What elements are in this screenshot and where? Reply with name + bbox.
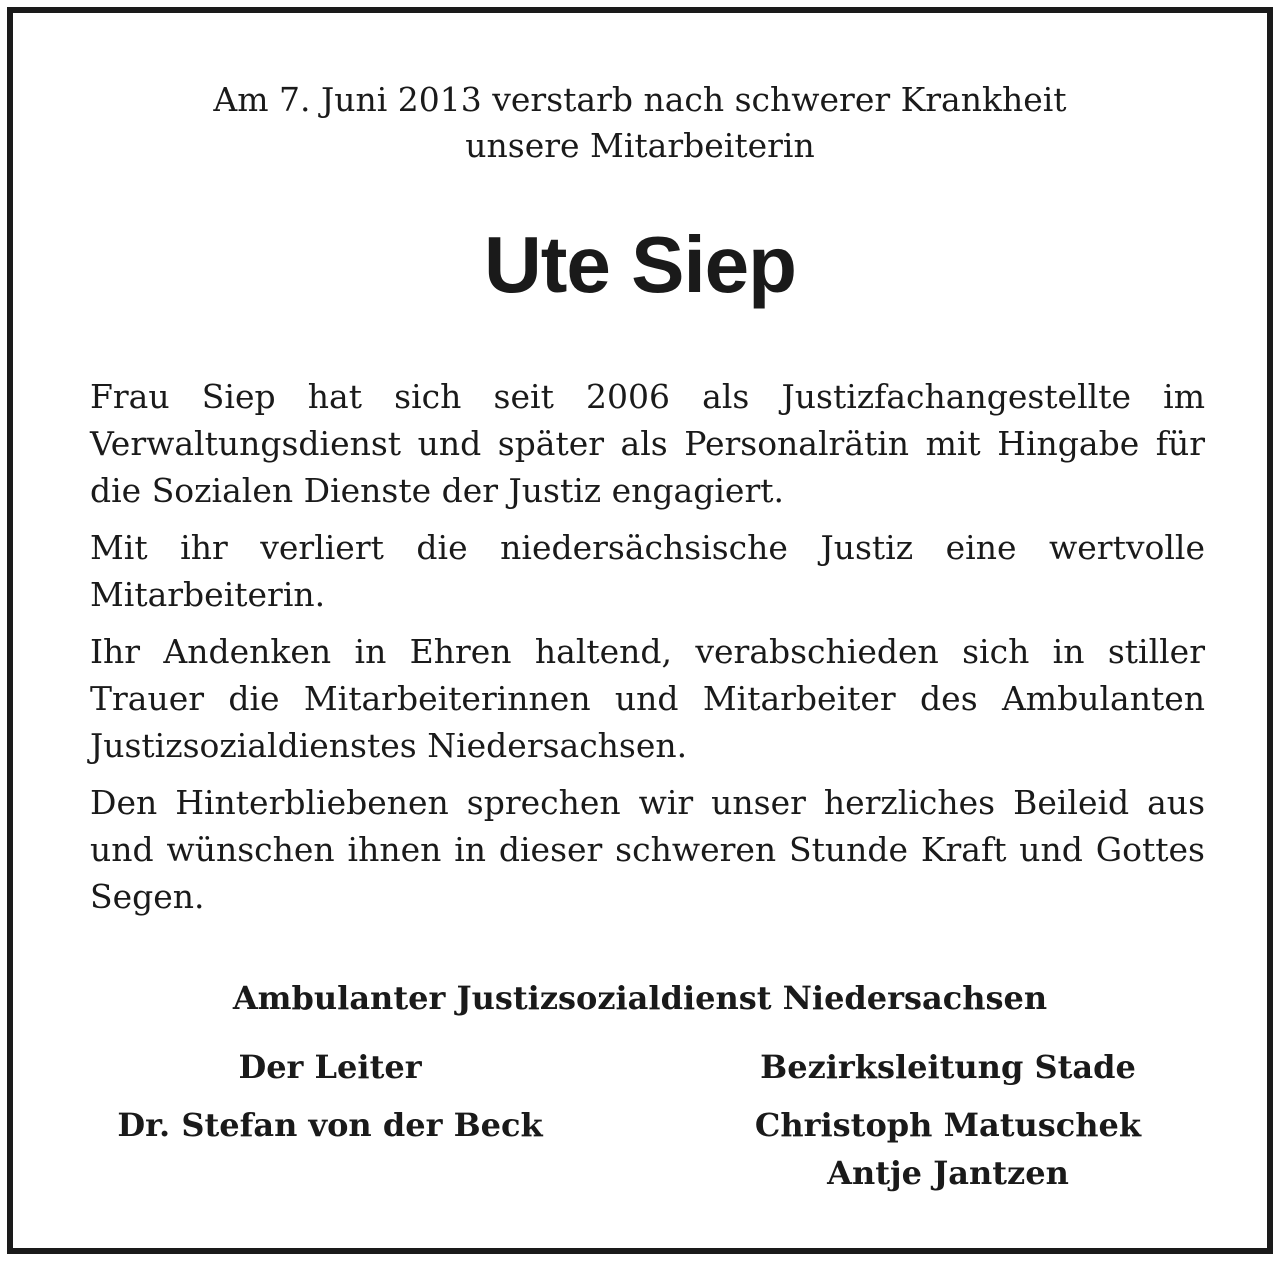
signatory-name: Christoph Matuschek bbox=[754, 1106, 1142, 1144]
paragraph-farewell: Ihr Andenken in Ehren haltend, verabschieden sich in stiller Trauer die Mitarbeiterinnen und Mitarbeiter des Ambulanten Justizsozialdienstes Niedersachsen. bbox=[90, 632, 1205, 765]
paragraph-tenure: Frau Siep hat sich seit 2006 als Justizfachangestellte im Verwaltungsdienst und später als Personalrätin mit Hingabe für die Sozialen Dienste der Justiz engagiert. bbox=[90, 377, 1205, 510]
intro-line-1: Am 7. Juni 2013 verstarb nach schwerer Krankheit bbox=[213, 80, 1067, 119]
obituary-notice bbox=[7, 7, 1273, 1254]
signatory-role: Der Leiter bbox=[238, 1048, 422, 1086]
signatory-name: Dr. Stefan von der Beck bbox=[117, 1106, 543, 1144]
intro-line-2: unsere Mitarbeiterin bbox=[465, 126, 815, 165]
signatory-name: Antje Jantzen bbox=[827, 1154, 1069, 1192]
signature-right bbox=[733, 1043, 1163, 1197]
paragraph-loss: Mit ihr verliert die niedersächsische Justiz eine wertvolle Mitarbeiterin. bbox=[90, 528, 1205, 614]
deceased-name: Ute Siep bbox=[483, 220, 797, 309]
signatory-role: Bezirksleitung Stade bbox=[760, 1048, 1136, 1086]
obituary-body bbox=[90, 373, 1205, 930]
paragraph-condolence: Den Hinterbliebenen sprechen wir unser herzliches Beileid aus und wünschen ihnen in dieser schweren Stunde Kraft und Gottes Segen. bbox=[90, 783, 1205, 916]
organization-name: Ambulanter Justizsozialdienst Niedersachsen bbox=[232, 979, 1048, 1017]
intro-text bbox=[13, 77, 1267, 169]
signature-left bbox=[90, 1043, 570, 1149]
